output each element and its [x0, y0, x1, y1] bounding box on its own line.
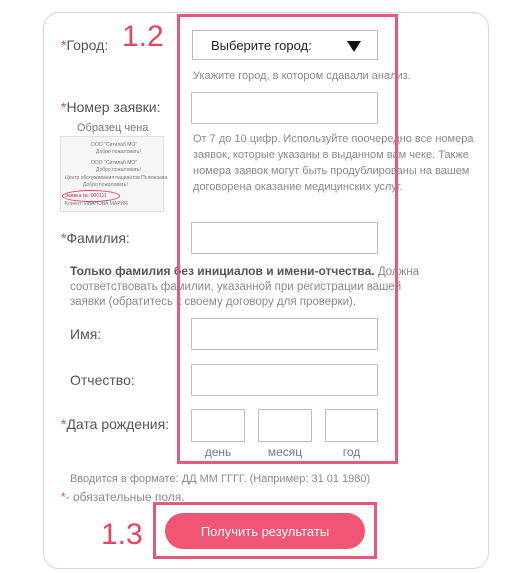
- patronymic-label: Отчество:: [70, 372, 135, 388]
- city-hint: Укажите город, в котором сдавали анализ.: [193, 70, 411, 82]
- birth-year-caption: год: [342, 445, 361, 459]
- birth-month-caption: месяц: [267, 445, 303, 459]
- name-label: Имя:: [70, 326, 102, 342]
- receipt-sample-caption: Образец чена: [77, 122, 149, 134]
- receipt-sample-image: ООО "Ситилаб МО" Добро пожаловать! ООО "Ситилаб МО" Добро пожаловать! Центр обслуживания пациентов Полежаева Добро пожаловать! Заявка №: 000111 Клиент: ИВАНОВА МАРИЯ: [60, 136, 164, 212]
- birthdate-label: *Дата рождения:: [61, 416, 170, 432]
- annotation-1-3: 1.3: [101, 518, 143, 551]
- birthdate-format-hint: Вводится в формате: ДД ММ ГГГГ. (Например: 31 01 1980): [70, 473, 371, 485]
- get-results-button[interactable]: Получить результаты: [165, 513, 365, 549]
- required-fields-note: *- обязательные поля.: [61, 490, 185, 504]
- order-hint: От 7 до 10 цифр. Используйте поочередно все номера заявок, которые указаны в выданном вам чеке. Также номера заявок могут быть продублированы на вашем договорена оказание медицинских услуг.: [193, 133, 474, 193]
- surname-label: *Фамилия:: [61, 230, 130, 246]
- birth-day-caption: день: [204, 445, 232, 459]
- annotation-1-2: 1.2: [122, 20, 164, 53]
- surname-note: Только фамилия без инициалов и имени-отчества. Должна соответствовать фамилии, указанной при регистрации вашей заявки (обратитесь к своему договору для проверки).: [70, 264, 420, 308]
- city-select-value: Выберите город:: [211, 38, 312, 53]
- city-label: *Город:: [61, 37, 109, 53]
- order-label: *Номер заявки:: [61, 99, 161, 115]
- annotation-frame-1-2: [177, 14, 398, 464]
